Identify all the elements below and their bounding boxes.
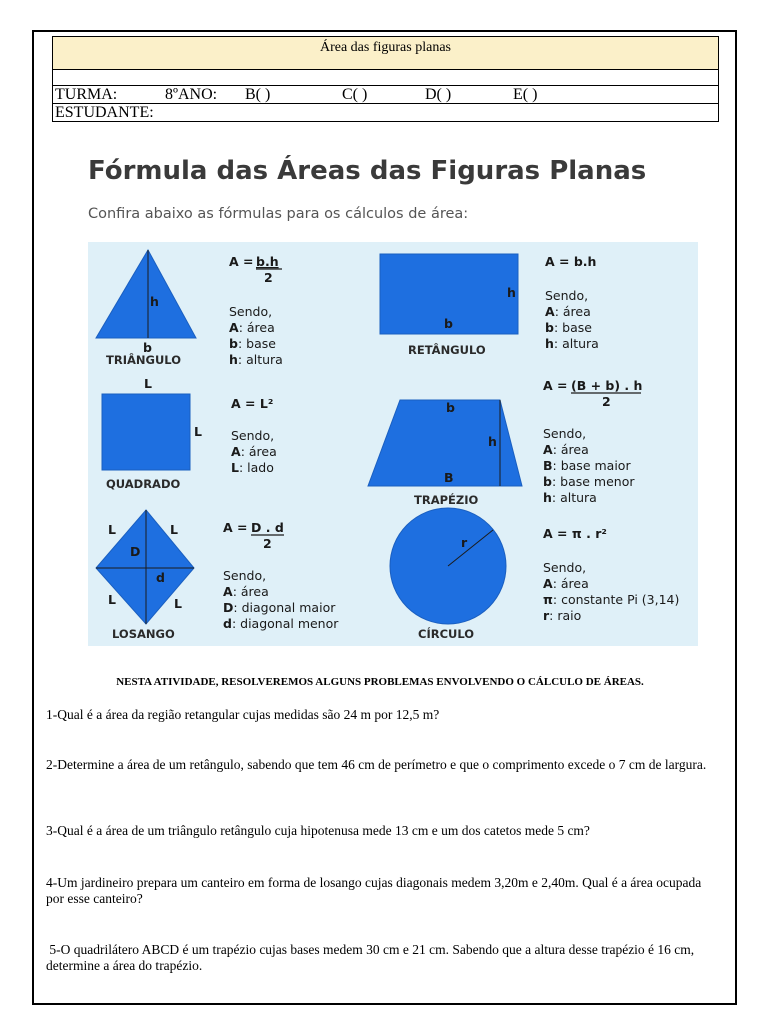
area-formulas-infographic — [86, 148, 700, 648]
class-option-d[interactable]: D( ) — [425, 86, 452, 103]
rhombus-formula-numerator: D . d — [251, 520, 284, 535]
rectangle-def-a: A: área — [545, 304, 591, 319]
question-1: 1-Qual é a área da região retangular cujas medidas são 24 m por 12,5 m? — [46, 707, 440, 722]
triangle-formula-denominator: 2 — [264, 270, 273, 285]
rhombus-sendo: Sendo, — [223, 568, 267, 583]
rhombus-l-top-left: L — [108, 522, 116, 537]
square-formula: A = L² — [231, 396, 274, 411]
rhombus-def-a: A: área — [223, 584, 269, 599]
rectangle-def-h: h: altura — [545, 336, 599, 351]
worksheet-title: Área das figuras planas — [53, 37, 719, 70]
rhombus-def-d: d: diagonal menor — [223, 616, 339, 631]
circle-def-a: A: área — [543, 576, 589, 591]
rhombus-D-label: D — [130, 544, 141, 559]
class-option-e[interactable]: E( ) — [513, 86, 538, 103]
circle-r-label: r — [461, 535, 468, 550]
header-table — [52, 36, 719, 122]
rhombus-name: LOSANGO — [112, 627, 175, 641]
ano-label: 8ºANO: — [165, 86, 218, 103]
infographic-subtitle: Confira abaixo as fórmulas para os cálculos de área: — [88, 206, 469, 222]
rectangle-block — [380, 254, 599, 357]
class-option-b[interactable]: B( ) — [245, 86, 271, 103]
question-5: 5-O quadrilátero ABCD é um trapézio cujas bases medem 30 cm e 21 cm. Sabendo que a altura desse trapézio é 16 cm, determine a área do trapézio. — [46, 942, 698, 973]
student-name-field[interactable] — [53, 104, 719, 122]
trapezoid-formula-denominator: 2 — [602, 394, 611, 409]
rhombus-l-bottom-right: L — [174, 596, 182, 611]
turma-label: TURMA: — [55, 86, 118, 103]
square-sendo: Sendo, — [231, 428, 275, 443]
rhombus-d-label: d — [156, 570, 165, 585]
rhombus-formula-left: A = — [223, 520, 248, 535]
triangle-formula-numerator: b.h — [256, 254, 279, 269]
rectangle-b-label: b — [444, 316, 453, 331]
trapezoid-formula-left: A = — [543, 378, 568, 393]
rhombus-formula-denominator: 2 — [263, 536, 272, 551]
rectangle-name: RETÂNGULO — [408, 343, 486, 357]
trapezoid-h-label: h — [488, 434, 497, 449]
triangle-b-label: b — [143, 340, 152, 355]
rectangle-h-label: h — [507, 285, 516, 300]
student-label: ESTUDANTE: — [55, 104, 154, 121]
trapezoid-def-B: B: base maior — [543, 458, 631, 473]
trapezoid-def-a: A: área — [543, 442, 589, 457]
blank-row — [53, 70, 719, 86]
circle-def-r: r: raio — [543, 608, 582, 623]
rhombus-l-top-right: L — [170, 522, 178, 537]
trapezoid-def-b: b: base menor — [543, 474, 635, 489]
trapezoid-sendo: Sendo, — [543, 426, 587, 441]
class-option-c[interactable]: C( ) — [342, 86, 368, 103]
square-def-a: A: área — [231, 444, 277, 459]
circle-block — [390, 508, 679, 641]
infographic-title: Fórmula das Áreas das Figuras Planas — [88, 156, 647, 186]
triangle-def-b: b: base — [229, 336, 276, 351]
question-4: 4-Um jardineiro prepara um canteiro em forma de losango cujas diagonais medem 3,20m e 2,40m. Qual é a área ocupada por esse canteiro? — [46, 875, 702, 906]
triangle-block — [96, 250, 283, 367]
triangle-shape — [96, 250, 196, 338]
square-name: QUADRADO — [106, 477, 181, 491]
triangle-name: TRIÂNGULO — [106, 353, 181, 367]
triangle-sendo: Sendo, — [229, 304, 273, 319]
circle-sendo: Sendo, — [543, 560, 587, 575]
rectangle-sendo: Sendo, — [545, 288, 589, 303]
rhombus-block — [96, 510, 339, 641]
trapezoid-B-label: B — [444, 470, 454, 485]
trapezoid-name: TRAPÉZIO — [414, 493, 479, 507]
rhombus-l-bottom-left: L — [108, 592, 116, 607]
circle-name: CÍRCULO — [418, 627, 475, 641]
rectangle-formula: A = b.h — [545, 254, 597, 269]
question-3: 3-Qual é a área de um triângulo retângulo cuja hipotenusa mede 13 cm e um dos catetos mede 5 cm? — [46, 823, 590, 838]
square-side-label: L — [194, 424, 202, 439]
trapezoid-def-h: h: altura — [543, 490, 597, 505]
square-top-label: L — [144, 376, 152, 391]
activity-instructions: NESTA ATIVIDADE, RESOLVEREMOS ALGUNS PROBLEMAS ENVOLVENDO O CÁLCULO DE ÁREAS. — [116, 676, 644, 688]
trapezoid-b-label: b — [446, 400, 455, 415]
circle-formula: A = π . r² — [543, 526, 607, 541]
formula-figures — [88, 242, 698, 646]
class-selection-row — [53, 86, 719, 104]
triangle-def-h: h: altura — [229, 352, 283, 367]
formula-panel — [88, 242, 698, 646]
rhombus-def-D: D: diagonal maior — [223, 600, 336, 615]
question-2: 2-Determine a área de um retângulo, sabendo que tem 46 cm de perímetro e que o comprimento excede o 7 cm de largura. — [46, 757, 707, 772]
square-def-l: L: lado — [231, 460, 274, 475]
square-block — [102, 376, 277, 491]
triangle-formula-left: A = — [229, 254, 254, 269]
trapezoid-formula-numerator: (B + b) . h — [571, 378, 643, 393]
circle-def-pi: π: constante Pi (3,14) — [543, 592, 680, 607]
rectangle-def-b: b: base — [545, 320, 592, 335]
square-shape — [102, 394, 190, 470]
trapezoid-block — [368, 378, 642, 507]
triangle-def-a: A: área — [229, 320, 275, 335]
triangle-h-label: h — [150, 294, 159, 309]
